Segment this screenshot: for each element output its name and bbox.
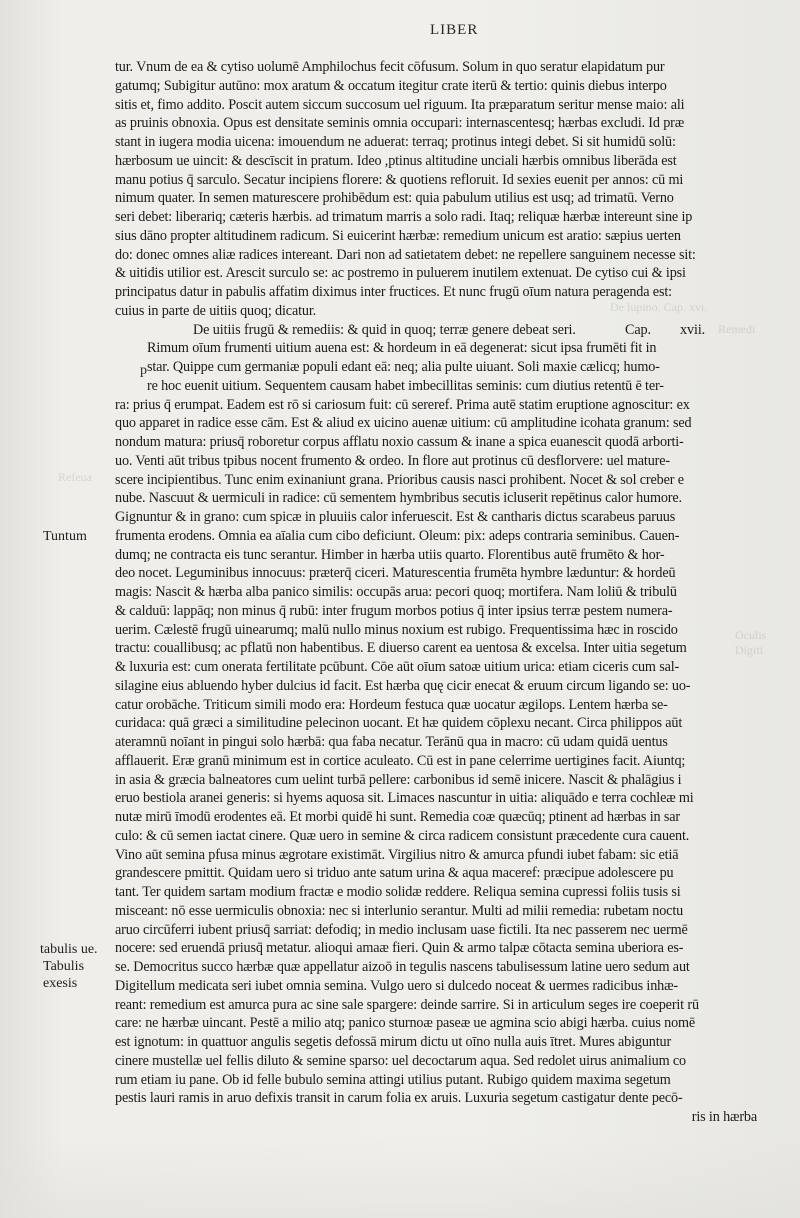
- text-line: catur orobāche. Triticum simili modo era: Hordeum festuca quæ uocatur ægilops. Lentem hærba se-: [115, 696, 668, 713]
- text-line: as pruinis obnoxia. Opus est densitate seminis omnia occupari: internascentesq; hærbas excludi. Id præ: [115, 115, 685, 132]
- chapter-heading: [115, 321, 775, 340]
- text-line: aruo circūferri iubent priusq̄ sarriat: defodiq; in medio inclusam uase fictili. Ita nec passerem nec uermē: [115, 921, 688, 938]
- text-line: in asia & græcia balneatores cum uelint turbā pellere: carbonibus id semē inicere. Nascit & phalāgius i: [115, 771, 682, 788]
- text-line: nondum matura: priusq̄ roboretur corpus afflatu noxio cassum & inane a spica euanescit quodā arborti-: [115, 434, 684, 450]
- text-line: Vino aūt semina pfusa minus ægrotare existimāt. Virgilius nitro & amurca pfundi iubet fabam: sic etiā: [115, 846, 679, 863]
- text-line: uo. Venti aūt tribus tpibus nocent frumento & ordeo. In flore aut protinus cū desflorvere: uel mature-: [115, 452, 670, 469]
- show-through-text: Refeua: [58, 470, 92, 484]
- text-line: gatumq; Subigitur autūno: mox aratum & occatum itegitur crate iterū & tertio: quinis diebus interpo: [115, 77, 667, 94]
- text-line: scere incipientibus. Tunc enim exinaniunt grana. Prioribus causis nasci prohibent. Nocet & sol creber e: [115, 471, 684, 488]
- text-line: deo nocet. Leguminibus innocuus: præterq̄ ciceri. Maturescentia frumēta hymbre læduntur: & hordeū: [115, 565, 676, 582]
- text-line: reant: remedium est amurca pura ac sine sale spargere: deinde sarrire. Si in articulum seges ire coeperit rū: [115, 996, 699, 1013]
- text-line: nimum quater. In semen maturescere prohibēdum est: quia pabulum utilius est usq; ad trimatū. Verno: [115, 190, 674, 207]
- text-line: silagine eius abluendo hyber dulcius id facit. Est hærba quę cicir enecat & eruum circum ligando se: uo-: [115, 677, 691, 694]
- text-line: curidaca: quā græci a similitudine pelecinon uocant. Et hæ quidem cōplexu necant. Circa philippos aūt: [115, 715, 683, 732]
- text-line: quo apparet in radice esse cām. Est & aliud ex uicino auenæ uitium: cū amplitudine icohata granum: sed: [115, 415, 692, 432]
- show-through-text: Digiti: [735, 643, 764, 657]
- show-through-text: De lupino. Cap. xvi.: [610, 300, 708, 314]
- text-line: nube. Nascuut & uermiculi in radice: cū sementem hymbribus secutis icluserit repētinus calor humore.: [115, 490, 682, 507]
- text-line: ra: prius q̄ erumpat. Eadem est rō si cariosum fuit: cū sereref. Prima autē statim eruptione agnoscitur: ex: [115, 396, 690, 413]
- text-line: misceant: nō esse uermiculis obnoxia: nec si interlunio serantur. Multi ad milii remedia: rubetam noctu: [115, 902, 684, 919]
- main-text-block: [115, 58, 775, 1127]
- paragraph: [115, 58, 775, 321]
- margin-note-tuntum: Tuntum: [43, 529, 87, 544]
- chapter-title: De uitiis frugū & remediis: & quid in quoq; terræ genere debeat seri.: [193, 321, 576, 338]
- show-through-text: Oculis: [735, 628, 767, 642]
- show-through-text: Remedi: [718, 322, 756, 336]
- text-line: pestis lauri ramis in aruo defixis transit in carum folia ex aruis. Luxuria segetum castigatur dente pecō-: [115, 1090, 683, 1107]
- text-line: se. Democritus succo hærbæ quæ appellatur aizoō in tegulis nascens tabulisessum latine uero sedum aut: [115, 959, 690, 975]
- text-line: Rimum oīum frumenti uitium auena est: & hordeum in eā degenerat: sicut ipsa frumēti fit in: [147, 340, 657, 357]
- text-line: cinere mustellæ uel fellis diluto & semine sparso: uel decoctarum aqua. Sed redolet uirus animalium co: [115, 1052, 686, 1069]
- text-line: hærbosum ue uincit: & descīscit in pratum. Ideo ,ptinus altitudine unciali hærbis omnibus liberāda est: [115, 152, 677, 169]
- text-line: afflauerit. Eræ granū minimum est in cortice aculeato. Cū est in pane celerrime uertigines facit. Aiuntq;: [115, 752, 686, 769]
- text-line: & uitidis utilior est. Arescit surculo se: ac postremo in puluerem inutilem extenuat. De cytiso cui & ipsi: [115, 265, 686, 282]
- text-line: cuius in parte de uitiis quoq; dicatur.: [115, 302, 317, 319]
- text-line: do: donec omnes aliæ radices intereant. Dari non ad satietatem debet: ne repellere sanguinem necesse sit:: [115, 246, 696, 263]
- text-line: nutæ mirū īmodū erodentes eā. Et morbi quidē hi sunt. Remedia coæ quæcūq; ptinent ad hærbas in sar: [115, 809, 680, 825]
- text-line: Digitellum medicata seri iubet omnia semina. Vulgo uero si dulcedo noceat & uermes radicibus inhæ-: [115, 977, 678, 994]
- catchword-line: [115, 1108, 775, 1127]
- text-line: ateramnū noīant in pingui solo hærbā: qua faba necatur. Terānū qua in macro: cū udam quidā uentus: [115, 734, 668, 750]
- initial-guide-letter: p: [140, 363, 147, 378]
- text-line: culo: & cū semen iactat cinere. Quæ uero in semine & circa radicem consistunt præcedente cura cauent.: [115, 827, 690, 844]
- margin-note-tabulis-3: exesis: [43, 976, 78, 991]
- page-shadow: [0, 1138, 800, 1218]
- text-line: sius dāno propter altitudinem radicum. Si euicerint hærbæ: remedium unicum est aratio: sæpius uerten: [115, 227, 681, 244]
- text-line: dumq; ne contracta eis tunc serantur. Himber in hærba utiis quarto. Florentibus autē frumēto & hor-: [115, 546, 665, 563]
- text-line: tur. Vnum de ea & cytiso uolumē Amphilochus fecit cōfusum. Solum in quo seratur elapidatum pur: [115, 59, 665, 75]
- text-line: nocere: sed eruendā priusq̄ metatur. alioqui amaæ fieri. Quin & armo talpæ cōtacta semina uberiora es-: [115, 940, 684, 957]
- chapter-label: Cap.: [625, 321, 652, 338]
- margin-note-tabulis-2: Tabulis: [43, 959, 85, 974]
- text-line: sitis et, fimo addito. Poscit autem siccum succosum uel riguum. Ita præparatum seritur mense maio: ali: [115, 96, 685, 113]
- text-line: seri debet: liberariq; cæteris hærbis. ad trimatum marris a solo radi. Itaq; reliquæ hærbæ intereunt sine ip: [115, 209, 693, 225]
- text-line: est ignotum: in quattuor angulis segetis defossā mirum dictu ut oīno nulla auis ītret. Mures abiguntur: [115, 1034, 672, 1050]
- text-line: stant in iugera modia uicena: imouendum ne aduerat: terraq; protinus integi debet. Si sit humidū solū:: [115, 134, 676, 150]
- text-line: principatus datur in pabulis affatim diximus inter fructices. Et nunc frugū oīum natura peragenda est:: [115, 284, 672, 300]
- catchword: ris in hærba: [691, 1109, 757, 1125]
- text-line: rum etiam iu pane. Ob id felle bubulo semina attingi utilius putant. Rubigo quidem maxima segetum: [115, 1071, 671, 1088]
- text-line: star. Quippe cum germaniæ populi edant eā: neq; alia pulte uiuant. Soli maxie cælicq; humo-: [147, 359, 660, 375]
- text-line: eruo bestiola aranei generis: si hyems aquosa sit. Limaces nascuntur in uitia: aliquādo e terra cochleæ mi: [115, 790, 694, 807]
- text-line: grandescere pmittit. Quidam uero si triduo ante satum urina & aqua maceref: præcipue adolescere pu: [115, 865, 674, 882]
- text-line: manu potius q̄ sarculo. Secatur incipiens florere: & quotiens refloruit. Id sexies euenit per annos: cū mi: [115, 171, 684, 188]
- paragraph: [115, 339, 775, 1108]
- chapter-number: xvii.: [680, 321, 706, 338]
- margin-note-tabulis-1: tabulis ue.: [40, 942, 98, 957]
- text-line: care: ne hærbæ uincant. Pestē a milio atq; panico sturnoæ paseæ ue agmina scio abigi hærba. cuius nomē: [115, 1015, 696, 1032]
- text-line: & luxuria est: cum onerata fertilitate pcūbunt. Cōe aūt oīum satoæ uitium urica: etiam ciceris cum sal-: [115, 659, 680, 675]
- text-line: re hoc euenit uitium. Sequentem causam habet imbecillitas seminis: cum diutius retentū ē ter-: [147, 377, 664, 394]
- running-head: LIBER: [430, 22, 479, 38]
- text-line: tant. Ter quidem sartam modium fractæ e modio solidæ reddere. Reliqua semina cupressi foliis tusis si: [115, 884, 681, 900]
- text-line: frumenta erodens. Omnia ea aīalia cum cibo deficiunt. Oleum: pix: adeps contraria seminibus. Cauen-: [115, 527, 680, 544]
- text-line: & calduū: lappāq; non minus q̄ rubū: inter frugum morbos potius q̄ inter ipsius terræ pestem numera-: [115, 602, 673, 619]
- text-line: Gignuntur & in grano: cum spicæ in pluuiis calor inferuescit. Est & cantharis dictus scarabeus paruus: [115, 509, 676, 525]
- text-line: uerim. Cælestē frugū uinearumq; malū nullo minus noxium est rubigo. Frequentissima hæc in roscido: [115, 621, 678, 638]
- text-line: tractu: couallibusq; ac pflatū non habentibus. E diuerso carent ea uentosa & excelsa. Inter uitia segetum: [115, 640, 687, 657]
- text-line: magis: Nascit & hærba alba panico similis: occupās arua: pecori quoq; mortifera. Nam loliū & tribulū: [115, 584, 677, 600]
